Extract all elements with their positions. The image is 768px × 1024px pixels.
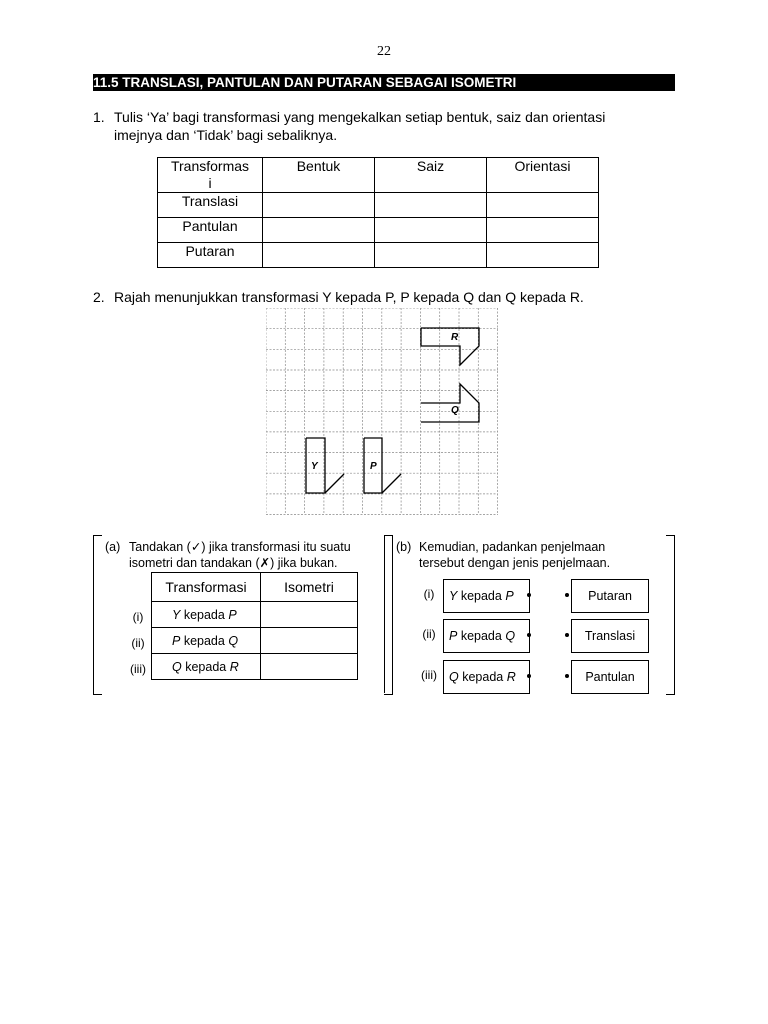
isometry-answer-cell[interactable] (261, 602, 358, 628)
section-title: 11.5 TRANSLASI, PANTULAN DAN PUTARAN SEBAGAI ISOMETRI (93, 74, 675, 91)
roman-label: (iii) (130, 662, 146, 676)
question-2 (93, 288, 675, 306)
label-y: Y (311, 461, 318, 472)
match-left-box[interactable]: P kepada Q (443, 619, 530, 653)
isometry-answer-cell[interactable] (261, 628, 358, 654)
match-left-box[interactable]: Q kepada R (443, 660, 530, 694)
right-bracket (666, 535, 675, 695)
transform-cell: Q kepada R (152, 654, 261, 680)
part-a-line1: Tandakan (✓) jika transformasi itu suatu (129, 540, 351, 554)
shape-q (421, 384, 479, 422)
middle-divider (384, 535, 395, 693)
part-b-label: (b) (396, 540, 412, 554)
table-row (158, 243, 599, 268)
transform-cell: Y kepada P (152, 602, 261, 628)
question-number: 1. (93, 109, 105, 125)
answer-cell[interactable] (375, 218, 487, 243)
answer-cell[interactable] (487, 243, 599, 268)
row-label: Translasi (158, 193, 263, 218)
table-row (152, 628, 358, 654)
transform-cell: P kepada Q (152, 628, 261, 654)
row-label: Putaran (158, 243, 263, 268)
grid-diagram (266, 308, 502, 518)
isometry-answer-cell[interactable] (261, 654, 358, 680)
table-row (158, 218, 599, 243)
match-dot-right[interactable] (565, 633, 569, 637)
part-a-line2: isometri dan tandakan (✗) jika bukan. (129, 556, 338, 570)
match-right-box[interactable]: Translasi (571, 619, 649, 653)
table-header: Transformas i (158, 158, 263, 193)
shape-r (421, 328, 479, 365)
part-b-line1: Kemudian, padankan penjelmaan (419, 540, 606, 554)
isometry-table (151, 572, 358, 680)
table-header: Bentuk (263, 158, 375, 193)
match-dot-right[interactable] (565, 674, 569, 678)
transformation-table (157, 157, 599, 268)
page-number: 22 (377, 44, 391, 59)
table-row (152, 602, 358, 628)
question-number: 2. (93, 289, 105, 305)
match-dot-left[interactable] (527, 633, 531, 637)
answer-cell[interactable] (375, 193, 487, 218)
answer-cell[interactable] (375, 243, 487, 268)
table-header: Orientasi (487, 158, 599, 193)
table-header: Saiz (375, 158, 487, 193)
table-header: Isometri (261, 573, 358, 602)
row-label: Pantulan (158, 218, 263, 243)
transformation-diagram (266, 308, 502, 523)
roman-label: (iii) (421, 668, 437, 682)
answer-cell[interactable] (263, 243, 375, 268)
answer-cell[interactable] (263, 218, 375, 243)
roman-label: (ii) (422, 627, 436, 641)
answer-cell[interactable] (263, 193, 375, 218)
table-row (158, 193, 599, 218)
question-text: Rajah menunjukkan transformasi Y kepada P, P kepada Q dan Q kepada R. (114, 289, 584, 305)
match-dot-left[interactable] (527, 593, 531, 597)
part-b-line2: tersebut dengan jenis penjelmaan. (419, 556, 611, 570)
match-right-box[interactable]: Putaran (571, 579, 649, 613)
roman-label: (i) (423, 587, 435, 601)
left-bracket (93, 535, 102, 695)
match-right-box[interactable]: Pantulan (571, 660, 649, 694)
match-left-box[interactable]: Y kepada P (443, 579, 530, 613)
match-dot-left[interactable] (527, 674, 531, 678)
label-r: R (451, 332, 459, 343)
answer-cell[interactable] (487, 218, 599, 243)
label-q: Q (451, 405, 459, 416)
label-p: P (370, 461, 377, 472)
answer-cell[interactable] (487, 193, 599, 218)
table-header: Transformasi (152, 573, 261, 602)
question-text: Tulis ‘Ya’ bagi transformasi yang mengekalkan setiap bentuk, saiz dan orientasi imejnya dan ‘Tidak’ bagi sebaliknya. (114, 109, 606, 143)
match-dot-right[interactable] (565, 593, 569, 597)
roman-label: (ii) (131, 636, 145, 650)
roman-label: (i) (132, 610, 144, 624)
question-1 (93, 108, 675, 148)
table-row (152, 654, 358, 680)
part-a-label: (a) (105, 540, 121, 554)
